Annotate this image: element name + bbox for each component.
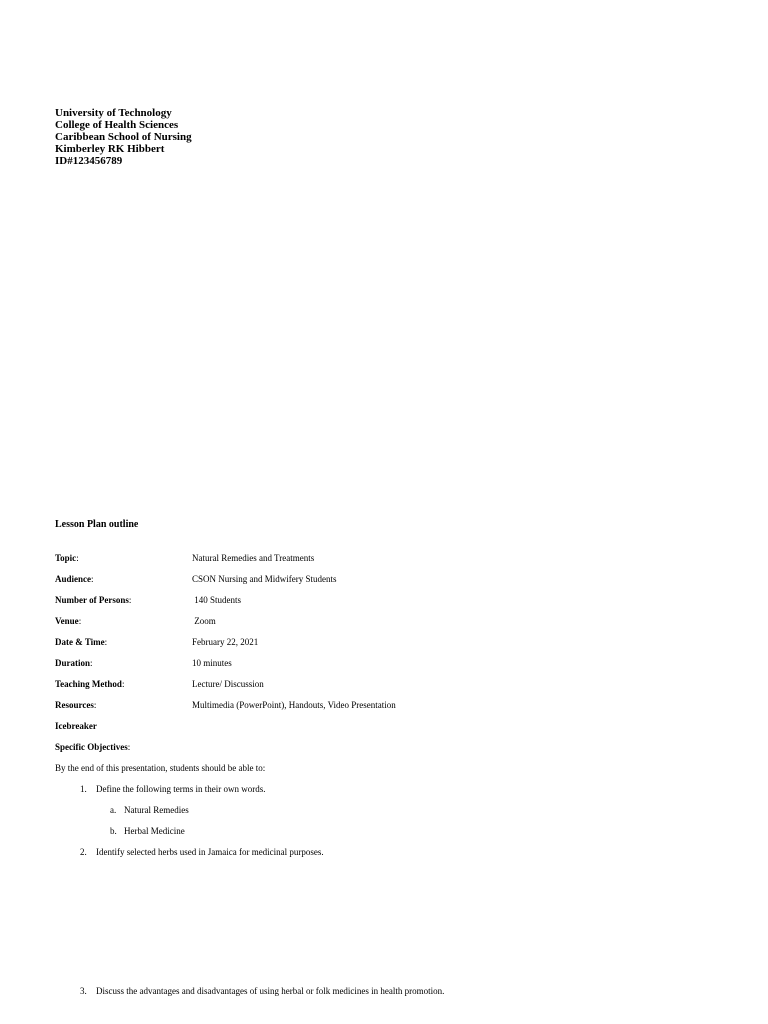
field-value: 10 minutes: [192, 658, 232, 668]
field-row-teaching-method: [55, 679, 705, 693]
icebreaker-heading: Icebreaker: [55, 721, 97, 731]
lesson-plan-title: Lesson Plan outline: [55, 519, 139, 530]
field-label: Teaching Method:: [55, 679, 125, 689]
objectives-intro: By the end of this presentation, students should be able to:: [55, 763, 266, 773]
field-label: Number of Persons:: [55, 595, 132, 605]
field-value: Lecture/ Discussion: [192, 679, 264, 689]
list-text: Natural Remedies: [124, 805, 189, 815]
list-number: 3.: [80, 986, 87, 996]
field-row-resources: [55, 700, 705, 714]
student-id: ID#123456789: [55, 155, 123, 167]
field-value: Zoom: [192, 616, 216, 626]
student-header: [55, 107, 192, 167]
field-row-date-time: [55, 637, 705, 651]
list-text: Herbal Medicine: [124, 826, 185, 836]
field-value: Multimedia (PowerPoint), Handouts, Video Presentation: [192, 700, 396, 710]
field-value: 140 Students: [192, 595, 242, 605]
list-letter: b.: [110, 826, 117, 836]
field-row-topic: [55, 553, 705, 567]
field-label: Venue:: [55, 616, 82, 626]
field-label: Topic:: [55, 553, 79, 563]
list-letter: a.: [110, 805, 117, 815]
field-row-audience: [55, 574, 705, 588]
list-number: 2.: [80, 847, 87, 857]
field-label: Resources:: [55, 700, 97, 710]
list-text: Define the following terms in their own words.: [96, 784, 266, 794]
specific-objectives-heading: Specific Objectives:: [55, 742, 131, 752]
list-text: Identify selected herbs used in Jamaica for medicinal purposes.: [96, 847, 324, 857]
university-name: University of Technology: [55, 107, 172, 119]
field-value: February 22, 2021: [192, 637, 259, 647]
list-text: Discuss the advantages and disadvantages of using herbal or folk medicines in health promotion.: [96, 986, 445, 996]
field-label: Audience:: [55, 574, 94, 584]
field-label: Duration:: [55, 658, 93, 668]
field-row-duration: [55, 658, 705, 672]
field-row-number-of-persons: [55, 595, 705, 609]
school-name: Caribbean School of Nursing: [55, 131, 192, 143]
field-value: Natural Remedies and Treatments: [192, 553, 315, 563]
field-value: CSON Nursing and Midwifery Students: [192, 574, 337, 584]
field-label: Date & Time:: [55, 637, 108, 647]
college-name: College of Health Sciences: [55, 119, 179, 131]
field-row-venue: [55, 616, 705, 630]
student-name: Kimberley RK Hibbert: [55, 143, 165, 155]
list-number: 1.: [80, 784, 87, 794]
